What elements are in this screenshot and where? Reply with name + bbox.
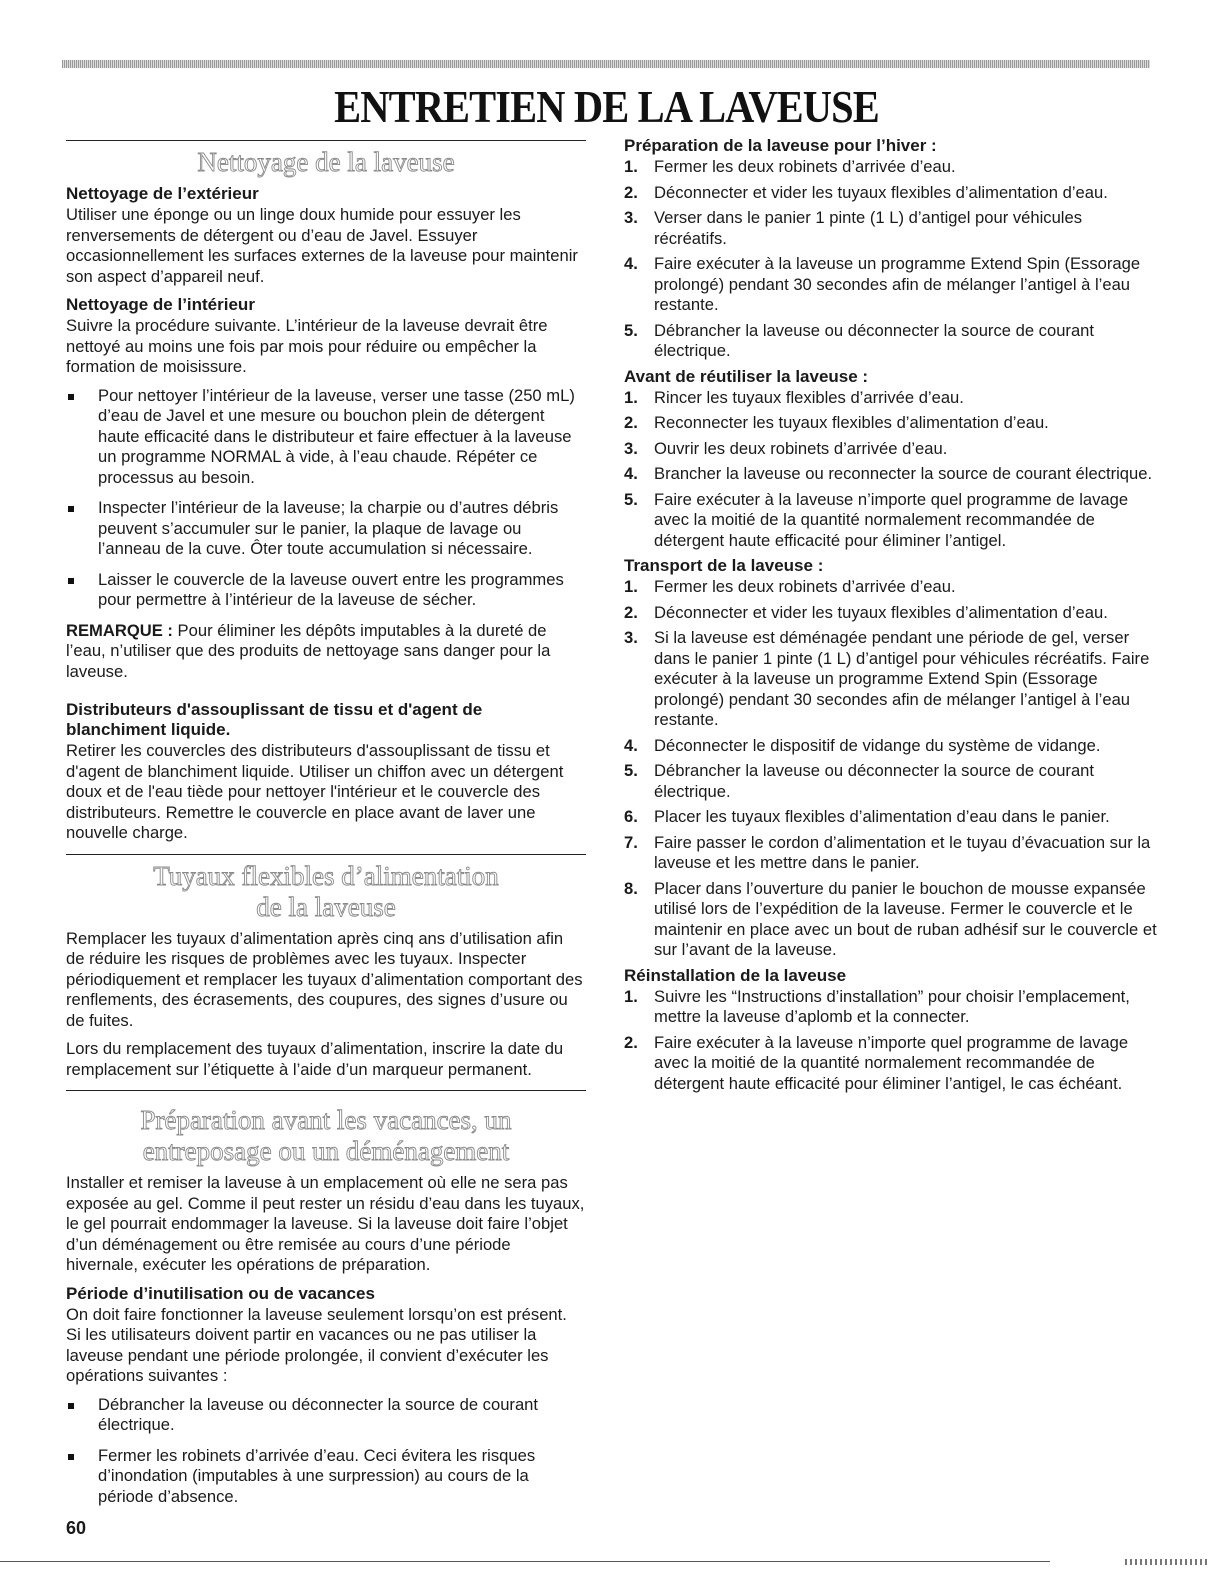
list-item: 6. Placer les tuyaux flexibles d’alimentation d’eau dans le panier. (624, 807, 1110, 826)
interior-heading: Nettoyage de l’intérieur (66, 295, 255, 314)
vacation-text: On doit faire fonctionner la laveuse seulement lorsqu’on est présent. Si les utilisateurs doivent partir en vacances ou ne pas utiliser la laveuse pendant une période prolongée, il convient d’exécuter les opérations suivantes : (66, 1304, 567, 1385)
page-title: ENTRETIEN DE LA LAVEUSE (334, 81, 879, 132)
list-item: Laisser le couvercle de la laveuse ouvert entre les programmes pour permettre à l’intérieur de la laveuse de sécher. (66, 570, 586, 611)
reinstall-heading: Réinstallation de la laveuse (624, 965, 847, 985)
exterior-text: Utiliser une éponge ou un linge doux humide pour essuyer les renversements de détergent ou d’eau de Javel. Essuyer occasionnellement les surfaces externes de la laveuse pour maintenir son aspect d’appareil neuf. (66, 205, 578, 286)
top-decorative-bar (62, 60, 1150, 68)
bullet-icon (68, 578, 74, 584)
remark-text: Pour éliminer les dépôts imputables à la dureté de l’eau, n’utiliser que des produits de nettoyage sans danger pour la laveuse. (66, 620, 551, 681)
bullet-icon (68, 506, 74, 512)
list-item: 1. Suivre les “Instructions d’installation” pour choisir l’emplacement, mettre la laveuse d’aplomb et la connecter. (624, 986, 1130, 1026)
list-item: 1. Fermer les deux robinets d’arrivée d’eau. (624, 577, 956, 596)
list-item: 2. Déconnecter et vider les tuyaux flexibles d’alimentation d’eau. (624, 602, 1108, 622)
list-item: 1. Rincer les tuyaux flexibles d’arrivée d’eau. (624, 387, 964, 407)
page-number: 60 (66, 1518, 87, 1538)
section-title-hoses: Tuyaux flexibles d’alimentation de la laveuse (153, 860, 499, 922)
list-item: 5. Débrancher la laveuse ou déconnecter la source de courant électrique. (624, 320, 1095, 360)
list-item: 4. Déconnecter le dispositif de vidange du système de vidange. (624, 735, 1101, 755)
list-item: 2. Reconnecter les tuyaux flexibles d’alimentation d’eau. (624, 413, 1049, 432)
section-divider (66, 140, 586, 141)
list-item: Inspecter l’intérieur de la laveuse; la charpie ou d’autres débris peuvent s’accumuler sur le panier, la plaque de lavage ou l’anneau de la cuve. Ôter toute accumulation si nécessaire. (66, 498, 586, 560)
remark (66, 621, 586, 683)
left-column (66, 130, 586, 1517)
list-item: 5. Débrancher la laveuse ou déconnecter la source de courant électrique. (624, 761, 1095, 801)
hoses-text-1: Remplacer les tuyaux d’alimentation après cinq ans d’utilisation afin de réduire les risques de problèmes avec les tuyaux. Inspecter périodiquement et remplacer les tuyaux d’alimentation comportant des renflements, des écrasements, des coupures, des signes d’usure ou de fuites. (66, 928, 583, 1030)
bullet-icon (68, 394, 74, 400)
list-item: 1. Fermer les deux robinets d’arrivée d’eau. (624, 157, 956, 176)
transport-steps (624, 577, 1159, 961)
section-title-storage: Préparation avant les vacances, un entreposage ou un déménagement (140, 1105, 512, 1166)
bullet-icon (68, 1454, 74, 1460)
list-item: 3. Verser dans le panier 1 pinte (1 L) d’antigel pour véhicules récréatifs. (624, 208, 1083, 248)
dispensers-heading: Distributeurs d'assouplissant de tissu et d'agent de blanchiment liquide. (66, 700, 483, 739)
vacation-bullet-list (66, 1395, 586, 1508)
list-item: 4. Brancher la laveuse ou reconnecter la source de courant électrique. (624, 464, 1153, 483)
storage-text: Installer et remiser la laveuse à un emplacement où elle ne sera pas exposée au gel. Comme il peut rester un résidu d’eau dans les tuyaux, le gel pourrait endommager la laveuse. Si la laveuse doit faire l’objet d’un déménagement ou être remisée au cours d’une période hivernale, exécuter les opérations de préparation. (66, 1173, 585, 1274)
list-item: Fermer les robinets d’arrivée d’eau. Ceci évitera les risques d’inondation (imputables à une surpression) au cours de la période d’absence. (66, 1446, 586, 1508)
list-item: 4. Faire exécuter à la laveuse un programme Extend Spin (Essorage prolongé) pendant 30 secondes afin de mélanger l’antigel à l’eau restante. (624, 254, 1141, 314)
section-divider (66, 1090, 586, 1091)
bullet-icon (68, 1403, 74, 1409)
section-title-cleaning: Nettoyage de la laveuse (197, 147, 455, 177)
dispensers-text: Retirer les couvercles des distributeurs d'assouplissant de tissu et d'agent de blanchiment liquide. Utiliser un chiffon avec un détergent doux et de l'eau tiède pour nettoyer l'intérieur et le couvercle des distributeurs. Remettre le couvercle en place avant de laver une nouvelle charge. (66, 741, 564, 842)
winter-steps (624, 157, 1159, 362)
reuse-heading: Avant de réutiliser la laveuse : (624, 366, 869, 386)
remark-label: REMARQUE : (66, 620, 173, 640)
list-item: Débrancher la laveuse ou déconnecter la source de courant électrique. (66, 1395, 586, 1436)
list-item: 3. Ouvrir les deux robinets d’arrivée d’eau. (624, 438, 948, 458)
winter-heading: Préparation de la laveuse pour l’hiver : (624, 136, 937, 155)
list-item: 2. Déconnecter et vider les tuyaux flexibles d’alimentation d’eau. (624, 182, 1108, 202)
vacation-heading: Période d’inutilisation ou de vacances (66, 1283, 375, 1303)
footer-mark (1125, 1559, 1210, 1565)
reinstall-steps (624, 987, 1159, 1095)
interior-text: Suivre la procédure suivante. L’intérieur de la laveuse devrait être nettoyé au moins une fois par mois pour réduire ou empêcher la formation de moisissure. (66, 316, 548, 376)
right-column (624, 130, 1159, 1099)
transport-heading: Transport de la laveuse : (624, 556, 824, 575)
section-divider (66, 854, 586, 855)
list-item: 5. Faire exécuter à la laveuse n’importe quel programme de lavage avec la moitié de la quantité normalement recommandée de détergent haute efficacité pour éliminer l’antigel. (624, 489, 1129, 550)
list-item: 7. Faire passer le cordon d’alimentation et le tuyau d’évacuation sur la laveuse et les mettre dans le panier. (624, 832, 1151, 872)
list-item: 2. Faire exécuter à la laveuse n’importe quel programme de lavage avec la moitié de la quantité normalement recommandée de détergent haute efficacité pour éliminer l’antigel, le cas échéant. (624, 1032, 1129, 1093)
list-item: 3. Si la laveuse est déménagée pendant une période de gel, verser dans le panier 1 pinte (1 L) d’antigel pour véhicules récréatifs. Faire exécuter à la laveuse un programme Extend Spin (Essorage prolongé) pendant 30 secondes afin de mélanger l’antigel à l’eau restante. (624, 628, 1150, 729)
hoses-text-2: Lors du remplacement des tuyaux d’alimentation, inscrire la date du remplacement sur l’étiquette à l’aide d’un marqueur permanent. (66, 1039, 564, 1079)
reuse-steps (624, 388, 1159, 552)
list-item: 8. Placer dans l’ouverture du panier le bouchon de mousse expansée utilisé lors de l’expédition de la laveuse. Fermer le couvercle et le maintenir en place avec un bout de ruban adhésif sur le couvercle et sur l’avant de la laveuse. (624, 878, 1157, 959)
interior-bullet-list (66, 386, 586, 611)
list-item: Pour nettoyer l’intérieur de la laveuse, verser une tasse (250 mL) d’eau de Javel et une mesure ou bouchon plein de détergent haute efficacité dans le distributeur et faire effectuer à la laveuse un programme NORMAL à vide, à l’eau chaude. Répéter ce processus au besoin. (66, 386, 586, 489)
exterior-heading: Nettoyage de l’extérieur (66, 184, 259, 203)
footer-rule (0, 1561, 1050, 1562)
